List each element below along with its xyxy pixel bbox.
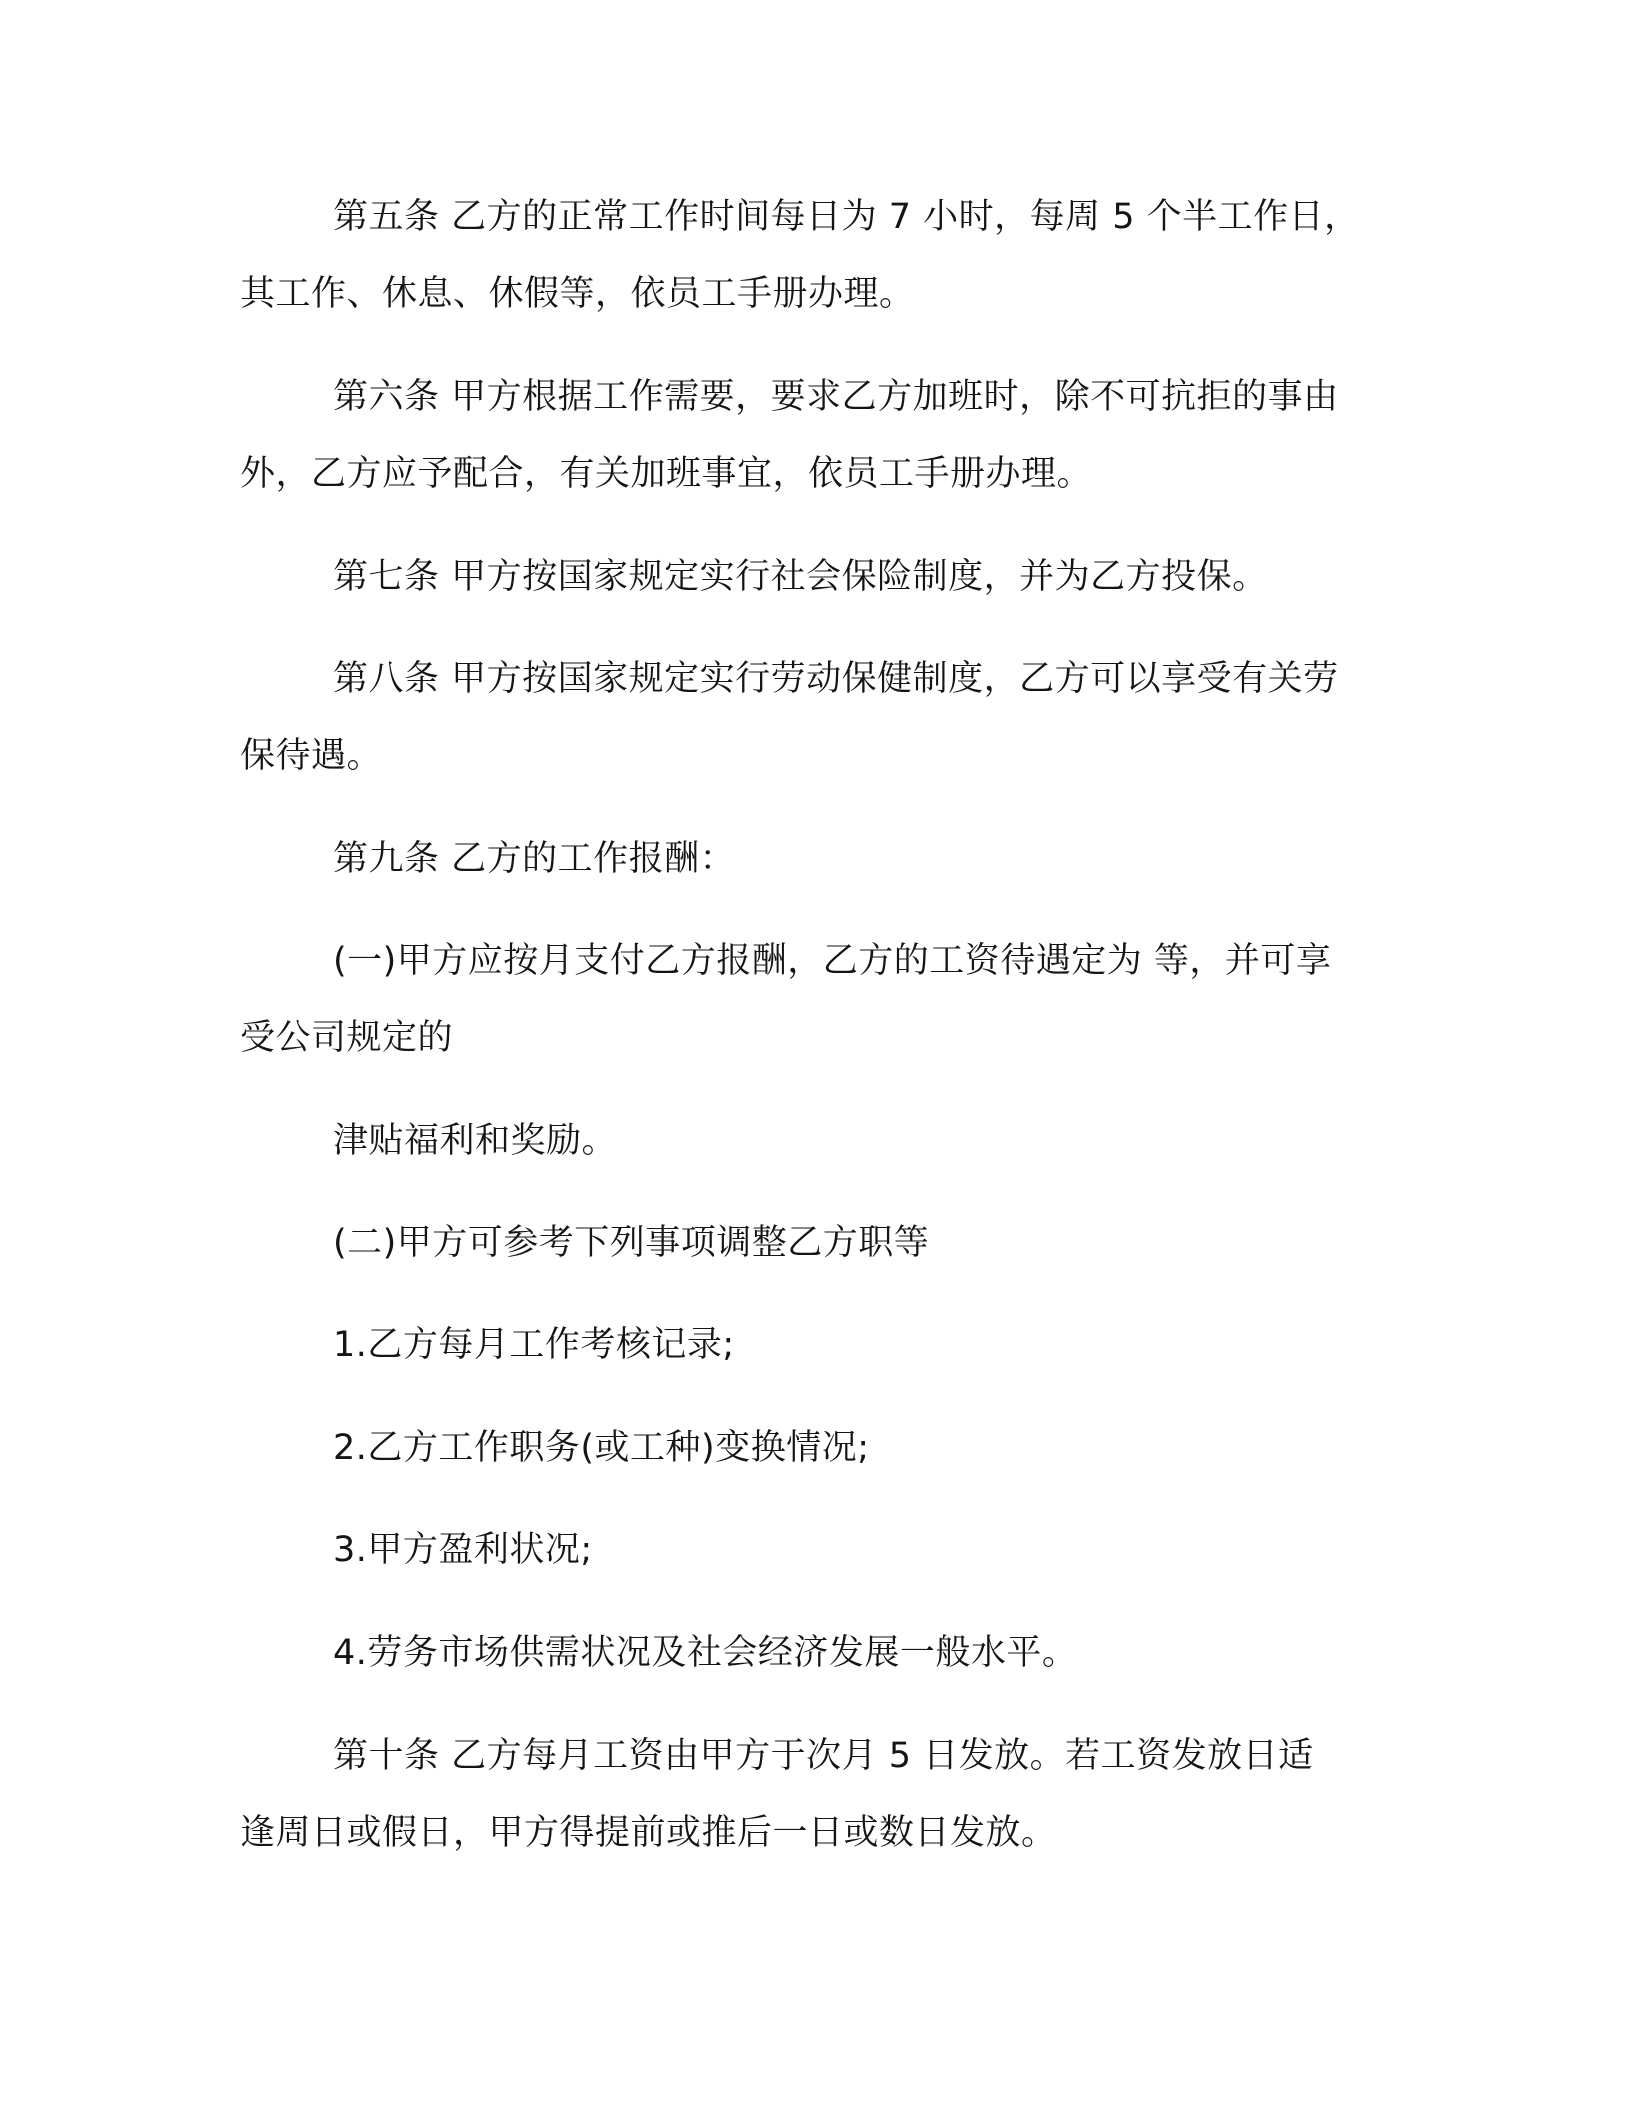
article-8-line-2: 保待遇。 <box>240 736 383 776</box>
article-9-line-1: 第九条 乙方的工作报酬： <box>333 839 736 879</box>
list-item-2: 2.乙方工作职务(或工种)变换情况; <box>333 1428 870 1468</box>
list-item-3: 3.甲方盈利状况; <box>333 1530 593 1570</box>
article-6-line-2: 外，乙方应予配合，有关加班事宜，依员工手册办理。 <box>240 454 1093 494</box>
article-5-line-2: 其工作、休息、休假等，依员工手册办理。 <box>240 274 915 314</box>
article-10-line-1: 第十条 乙方每月工资由甲方于次月 5 日发放。若工资发放日适 <box>333 1736 1314 1776</box>
list-item-1: 1.乙方每月工作考核记录; <box>333 1325 735 1365</box>
article-9-item-1-line-1: (一)甲方应按月支付乙方报酬，乙方的工资待遇定为 等，并可享 <box>333 941 1332 981</box>
article-6-line-1: 第六条 甲方根据工作需要，要求乙方加班时，除不可抗拒的事由 <box>333 377 1339 417</box>
article-7-line-1: 第七条 甲方按国家规定实行社会保险制度，并为乙方投保。 <box>333 557 1268 597</box>
list-item-4: 4.劳务市场供需状况及社会经济发展一般水平。 <box>333 1633 1078 1673</box>
article-10-line-2: 逢周日或假日，甲方得提前或推后一日或数日发放。 <box>240 1813 1057 1853</box>
article-8-line-1: 第八条 甲方按国家规定实行劳动保健制度，乙方可以享受有关劳 <box>333 659 1339 699</box>
article-5-line-1: 第五条 乙方的正常工作时间每日为 7 小时，每周 5 个半工作日， <box>333 197 1360 237</box>
article-9-item-1-line-2: 受公司规定的 <box>240 1018 454 1058</box>
article-9-item-2: (二)甲方可参考下列事项调整乙方职等 <box>333 1223 930 1263</box>
article-9-item-1-cont: 津贴福利和奖励。 <box>333 1121 618 1161</box>
